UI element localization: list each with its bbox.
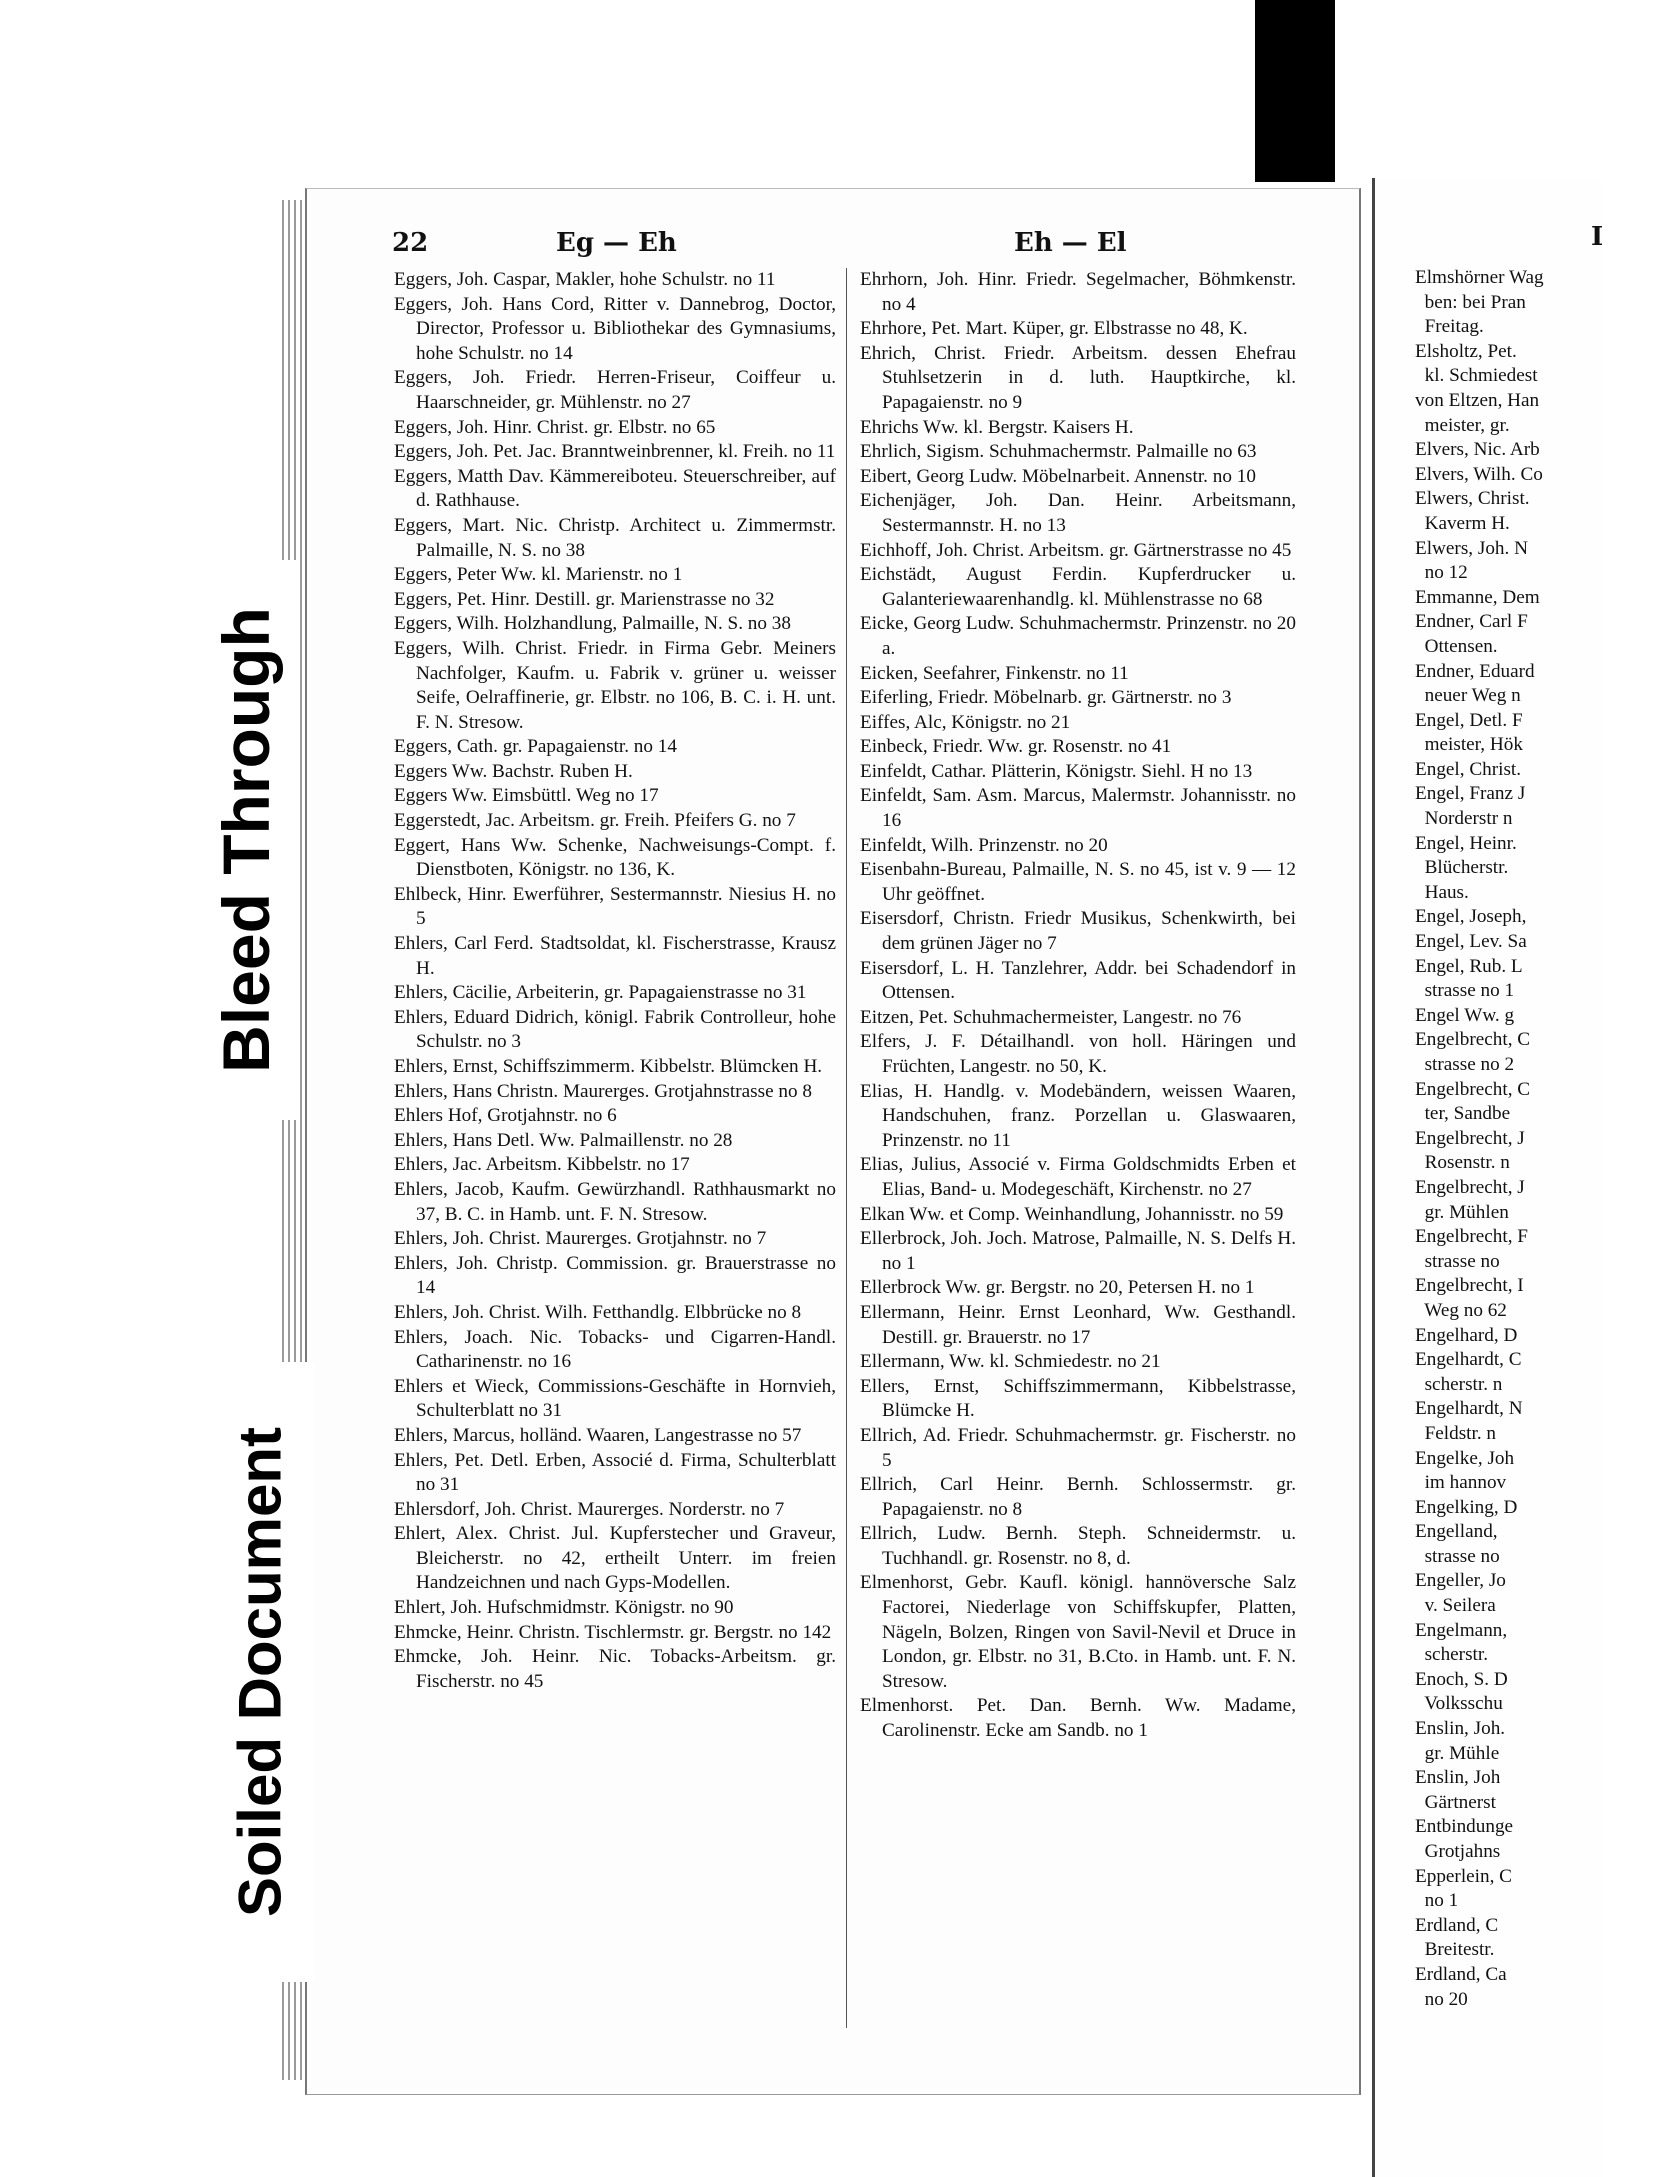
directory-entry: Engelland, [1415,1521,1498,1543]
directory-entry: Engel, Detl. F [1415,709,1523,731]
directory-entry: Ehrich, Christ. Friedr. Arbeitsm. dessen Ehefrau Stuhlsetzerin in d. luth. Hauptkirche, kl. Papagaienstr. no 9 [860,342,1296,413]
directory-entry: Ehlers, Joh. Christp. Commission. gr. Brauerstrasse no 14 [394,1252,836,1299]
directory-entry: Eichenjäger, Joh. Dan. Heinr. Arbeitsmann, Sestermannstr. H. no 13 [860,490,1296,536]
directory-entry: Engelbrecht, C [1415,1078,1531,1100]
directory-entry: Eichhoff, Joh. Christ. Arbeitsm. gr. Gärtnerstrasse no 45 [860,539,1292,561]
bleed-through-label: Bleed Through [209,607,283,1073]
directory-entry: Elmenhorst, Gebr. Kaufl. königl. hannöversche Salz Factorei, Niederlage von Schiffskupfer, Platten, Nägeln, Bolzen, Ringen von Savil-Nevil et Druce in London, gr. Elbstr. no 31, B.Cto. in Hamb. unt. F. N. Stresow. [860,1572,1296,1692]
directory-entry: Ehlers et Wieck, Commissions-Geschäfte in Hornvieh, Schulterblatt no 31 [394,1375,836,1422]
directory-entry: Engel, Heinr. [1415,832,1517,854]
directory-entry: Endner, Carl F [1415,611,1528,633]
directory-entry: Feldstr. n [1415,1422,1497,1444]
directory-entry: Entbindunge [1415,1816,1514,1838]
directory-entry: Enslin, Joh [1415,1767,1501,1789]
directory-entry: Engeller, Jo [1415,1570,1506,1592]
directory-entry: Ellrich, Ad. Friedr. Schuhmachermstr. gr. Fischerstr. no 5 [860,1424,1296,1471]
directory-entry: Haus. [1415,881,1469,903]
directory-entry: Eggers, Mart. Nic. Christp. Architect u. Zimmermstr. Palmaille, N. S. no 38 [394,514,836,561]
directory-entry: Engel, Franz J [1415,783,1526,805]
directory-entry: Ehlers, Hans Detl. Ww. Palmaillenstr. no 28 [394,1129,733,1151]
directory-entry: Eicken, Seefahrer, Finkenstr. no 11 [860,662,1129,684]
directory-entry: meister, Hök [1415,734,1523,756]
directory-entry: Elvers, Wilh. Co [1415,463,1543,485]
directory-entry: Ehlers, Pet. Detl. Erben, Associé d. Firma, Schulterblatt no 31 [394,1449,836,1496]
directory-entry: Ehlers, Jac. Arbeitsm. Kibbelstr. no 17 [394,1154,690,1176]
directory-entry: Einfeldt, Cathar. Plätterin, Königstr. Siehl. H no 13 [860,760,1253,782]
directory-entry: scherstr. n [1415,1373,1503,1395]
binding-strip [1306,0,1318,182]
directory-entry: Engel, Rub. L [1415,955,1523,977]
left-range-header: Eg — Eh [556,228,677,258]
directory-entry: Ehlers, Marcus, holländ. Waaren, Langestrasse no 57 [394,1424,802,1446]
directory-entry: Elias, H. Handlg. v. Modebändern, weissen Waaren, Handschuhen, franz. Porzellan u. Glaswaaren, Prinzenstr. no 11 [860,1080,1296,1151]
directory-entry: Emmanne, Dem [1415,586,1540,608]
directory-entry: Ehlers, Cäcilie, Arbeiterin, gr. Papagaienstrasse no 31 [394,982,807,1004]
directory-entry: Ehlers, Joh. Christ. Maurerges. Grotjahnstr. no 7 [394,1228,767,1250]
directory-entry: Eggert, Hans Ww. Schenke, Nachweisungs-Compt. f. Dienstboten, Königstr. no 136, K. [394,834,836,881]
directory-entry: Eggers Ww. Bachstr. Ruben H. [394,760,633,782]
directory-entry: Engelhardt, N [1415,1398,1523,1420]
directory-entry: Ellers, Ernst, Schiffszimmermann, Kibbelstrasse, Blümcke H. [860,1375,1296,1422]
directory-entry: Eggers, Pet. Hinr. Destill. gr. Marienstrasse no 32 [394,588,775,610]
directory-entry: Engelbrecht, C [1415,1029,1531,1051]
directory-entry: strasse no [1415,1545,1500,1567]
directory-entry: Grotjahns [1415,1841,1501,1862]
directory-entry: v. Seilera [1415,1595,1496,1617]
directory-entry: Eggers, Joh. Caspar, Makler, hohe Schulstr. no 11 [394,269,776,290]
directory-entry: Eibert, Georg Ludw. Möbelnarbeit. Annenstr. no 10 [860,465,1256,487]
directory-entry: ben: bei Pran [1415,291,1526,313]
directory-entry: Ehlers, Jacob, Kaufm. Gewürzhandl. Rathhausmarkt no 37, B. C. in Hamb. unt. F. N. Stresow. [394,1178,836,1225]
directory-entry: Eisersdorf, Christn. Friedr Musikus, Schenkwirth, bei dem grünen Jäger no 7 [860,908,1296,955]
directory-entry: strasse no 2 [1415,1054,1515,1075]
directory-entry: Enoch, S. D [1415,1668,1508,1690]
directory-entry: neuer Weg n [1415,685,1521,707]
directory-entry: Engelbrecht, I [1415,1275,1524,1297]
directory-entry: Ehrhore, Pet. Mart. Küper, gr. Elbstrasse no 48, K. [860,318,1248,340]
directory-entry: Elkan Ww. et Comp. Weinhandlung, Johannisstr. no 59 [860,1203,1284,1225]
directory-entry: Eggers, Joh. Pet. Jac. Branntweinbrenner, kl. Freih. no 11 [394,441,836,463]
directory-entry: Ehlers, Hans Christn. Maurerges. Grotjahnstrasse no 8 [394,1080,812,1102]
directory-entry: Ehlers Hof, Grotjahnstr. no 6 [394,1105,617,1127]
directory-entry: Ehlers, Eduard Didrich, königl. Fabrik Controlleur, hohe Schulstr. no 3 [394,1006,836,1053]
binding-strip [1255,0,1335,182]
directory-entry: Elmshörner Wag [1415,267,1544,288]
directory-entry: Engel, Christ. [1415,758,1522,780]
directory-entry: Engelbrecht, J [1415,1176,1525,1198]
directory-entry: Weg no 62 [1415,1299,1507,1321]
directory-entry: Endner, Eduard [1415,660,1535,682]
directory-entry: Norderstr n [1415,808,1513,830]
directory-entry: Einfeldt, Wilh. Prinzenstr. no 20 [860,834,1108,856]
directory-entry: Ehlers, Ernst, Schiffszimmerm. Kibbelstr. Blümcken H. [394,1056,823,1077]
directory-entry: Ehlert, Alex. Christ. Jul. Kupferstecher und Graveur, Bleicherstr. no 42, ertheilt Unterr. im freien Handzeichnen und nach Gyps-Modellen. [394,1523,836,1594]
directory-entry: Ehlersdorf, Joh. Christ. Maurerges. Norderstr. no 7 [394,1498,785,1520]
directory-entry: Elwers, Joh. N [1415,537,1528,559]
directory-entry: kl. Schmiedest [1415,365,1538,387]
right-range-header: Eh — El [1014,228,1127,258]
directory-entry: Erdland, C [1415,1914,1499,1936]
directory-entry: Elias, Julius, Associé v. Firma Goldschmidts Erben et Elias, Band- u. Modegeschäft, Kirchenstr. no 27 [860,1154,1296,1200]
directory-entry: Eggers, Joh. Hinr. Christ. gr. Elbstr. no 65 [394,416,716,438]
directory-entry: Engel, Lev. Sa [1415,931,1527,953]
directory-entry: Engel, Joseph, [1415,906,1527,928]
directory-entry: Breitestr. [1415,1939,1495,1961]
directory-entry: strasse no 1 [1415,980,1515,1002]
directory-entry: Engelbrecht, J [1415,1127,1525,1149]
next-page-header: I [1591,222,1604,252]
directory-entry: Eggers, Joh. Hans Cord, Ritter v. Dannebrog, Doctor, Director, Professor u. Bibliothekar des Gymnasiums, hohe Schulstr. no 14 [394,293,836,364]
directory-entry: Eggers, Peter Ww. kl. Marienstr. no 1 [394,564,683,586]
directory-entry: Engelhard, D [1415,1324,1518,1346]
directory-entry: Ehrichs Ww. kl. Bergstr. Kaisers H. [860,416,1134,438]
directory-entry: Ellermann, Ww. kl. Schmiedestr. no 21 [860,1351,1161,1373]
directory-entry: Elsholtz, Pet. [1415,340,1517,362]
left-column [394,268,836,1694]
directory-entry: Einfeldt, Sam. Asm. Marcus, Malermstr. Johannisstr. no 16 [860,785,1296,832]
directory-entry: Eggers, Wilh. Christ. Friedr. in Firma Gebr. Meiners Nachfolger, Kaufm. u. Fabrik v. grüner u. weisser Seife, Oelraffinerie, gr. Elbstr. no 106, B. C. i. H. unt. F. N. Stresow. [394,637,836,733]
next-page-column [1415,266,1655,2012]
directory-entry: Ellerbrock, Joh. Joch. Matrose, Palmaille, N. S. Delfs H. no 1 [860,1228,1296,1274]
right-column [860,268,1296,1744]
directory-entry: ter, Sandbe [1415,1103,1511,1125]
directory-entry: Volksschu [1415,1693,1503,1715]
directory-entry: Elwers, Christ. [1415,488,1530,510]
directory-entry: Ehlers, Joach. Nic. Tobacks- und Cigarren-Handl. Catharinenstr. no 16 [394,1326,836,1373]
directory-entry: Ellrich, Ludw. Bernh. Steph. Schneidermstr. u. Tuchhandl. gr. Rosenstr. no 8, d. [860,1523,1296,1569]
directory-entry: Ehmcke, Joh. Heinr. Nic. Tobacks-Arbeitsm. gr. Fischerstr. no 45 [394,1646,836,1692]
directory-entry: Gärtnerst [1415,1791,1496,1813]
directory-entry: no 20 [1415,1988,1468,2010]
directory-entry: Engelbrecht, F [1415,1226,1528,1248]
directory-entry: Ottensen. [1415,635,1498,657]
directory-entry: no 12 [1415,562,1468,584]
directory-entry: Ellermann, Heinr. Ernst Leonhard, Ww. Gesthandl. Destill. gr. Brauerstr. no 17 [860,1301,1296,1348]
directory-entry: Engelke, Joh [1415,1447,1515,1469]
directory-entry: gr. Mühle [1415,1742,1500,1764]
next-page-fragment [1372,178,1603,2177]
directory-entry: im hannov [1415,1472,1507,1494]
soiled-document-label: Soiled Document [226,1426,294,1918]
bleed-through-stamp [192,560,300,1120]
directory-entry: Eisenbahn-Bureau, Palmaille, N. S. no 45, ist v. 9 — 12 Uhr geöffnet. [860,859,1296,905]
directory-entry: von Eltzen, Han [1415,389,1540,411]
directory-entry: Freitag. [1415,316,1484,338]
directory-entry: Eggers, Wilh. Holzhandlung, Palmaille, N. S. no 38 [394,613,791,635]
directory-entry: Eisersdorf, L. H. Tanzlehrer, Addr. bei Schadendorf in Ottensen. [860,957,1296,1004]
directory-entry: Eicke, Georg Ludw. Schuhmachermstr. Prinzenstr. no 20 a. [860,613,1296,659]
directory-entry: Ehlers, Carl Ferd. Stadtsoldat, kl. Fischerstrasse, Krausz H. [394,933,836,979]
directory-entry: Eggers Ww. Eimsbüttl. Weg no 17 [394,785,659,807]
directory-entry: Kaverm H. [1415,512,1510,534]
directory-entry: Elfers, J. F. Détailhandl. von holl. Häringen und Früchten, Langestr. no 50, K. [860,1031,1296,1077]
directory-entry: Blücherstr. [1415,857,1509,879]
directory-entry: Elmenhorst. Pet. Dan. Bernh. Ww. Madame, Carolinenstr. Ecke am Sandb. no 1 [860,1695,1296,1742]
directory-entry: Engelmann, [1415,1619,1508,1641]
directory-entry: Rosenstr. n [1415,1152,1510,1174]
directory-entry: Eggers, Matth Dav. Kämmereiboteu. Steuerschreiber, auf d. Rathhause. [394,465,836,512]
directory-entry: scherstr. [1415,1644,1489,1666]
directory-entry: Epperlein, C [1415,1865,1512,1887]
directory-entry: Engelking, D [1415,1496,1518,1518]
directory-entry: Elvers, Nic. Arb [1415,439,1540,461]
directory-entry: Eggers, Cath. gr. Papagaienstr. no 14 [394,736,677,758]
directory-entry: Ehmcke, Heinr. Christn. Tischlermstr. gr. Bergstr. no 142 [394,1621,832,1643]
column-divider [846,268,847,2028]
directory-entry: Eitzen, Pet. Schuhmachermeister, Langestr. no 76 [860,1006,1242,1028]
directory-entry: Engel Ww. g [1415,1004,1515,1026]
directory-entry: Enslin, Joh. [1415,1718,1506,1740]
directory-entry: Engelhardt, C [1415,1349,1522,1371]
directory-entry: Eggerstedt, Jac. Arbeitsm. gr. Freih. Pfeifers G. no 7 [394,810,796,832]
page-number: 22 [392,228,429,258]
directory-entry: Erdland, Ca [1415,1963,1507,1985]
directory-entry: strasse no [1415,1250,1500,1272]
directory-entry: Ellerbrock Ww. gr. Bergstr. no 20, Petersen H. no 1 [860,1277,1255,1299]
directory-entry: Ehlbeck, Hinr. Ewerführer, Sestermannstr. Niesius H. no 5 [394,883,836,930]
directory-entry: Eichstädt, August Ferdin. Kupferdrucker u. Galanteriewaarenhandlg. kl. Mühlenstrasse no 68 [860,564,1296,610]
directory-entry: Ellrich, Carl Heinr. Bernh. Schlossermstr. gr. Papagaienstr. no 8 [860,1474,1296,1520]
directory-entry: Eggers, Joh. Friedr. Herren-Friseur, Coiffeur u. Haarschneider, gr. Mühlenstr. no 27 [394,367,836,413]
directory-entry: Ehrlich, Sigism. Schuhmachermstr. Palmaille no 63 [860,441,1257,463]
directory-entry: no 1 [1415,1890,1459,1912]
directory-entry: Eiferling, Friedr. Möbelnarb. gr. Gärtnerstr. no 3 [860,687,1232,709]
directory-entry: Eiffes, Alc, Königstr. no 21 [860,711,1071,733]
directory-entry: Ehrhorn, Joh. Hinr. Friedr. Segelmacher, Böhmkenstr. no 4 [860,269,1296,315]
directory-entry: Einbeck, Friedr. Ww. gr. Rosenstr. no 41 [860,736,1172,758]
directory-entry: Ehlers, Joh. Christ. Wilh. Fetthandlg. Elbbrücke no 8 [394,1301,802,1323]
directory-entry: meister, gr. [1415,414,1510,436]
directory-entry: Ehlert, Joh. Hufschmidmstr. Königstr. no 90 [394,1597,734,1619]
directory-entry: gr. Mühlen [1415,1201,1509,1223]
soiled-document-stamp [206,1362,314,1982]
